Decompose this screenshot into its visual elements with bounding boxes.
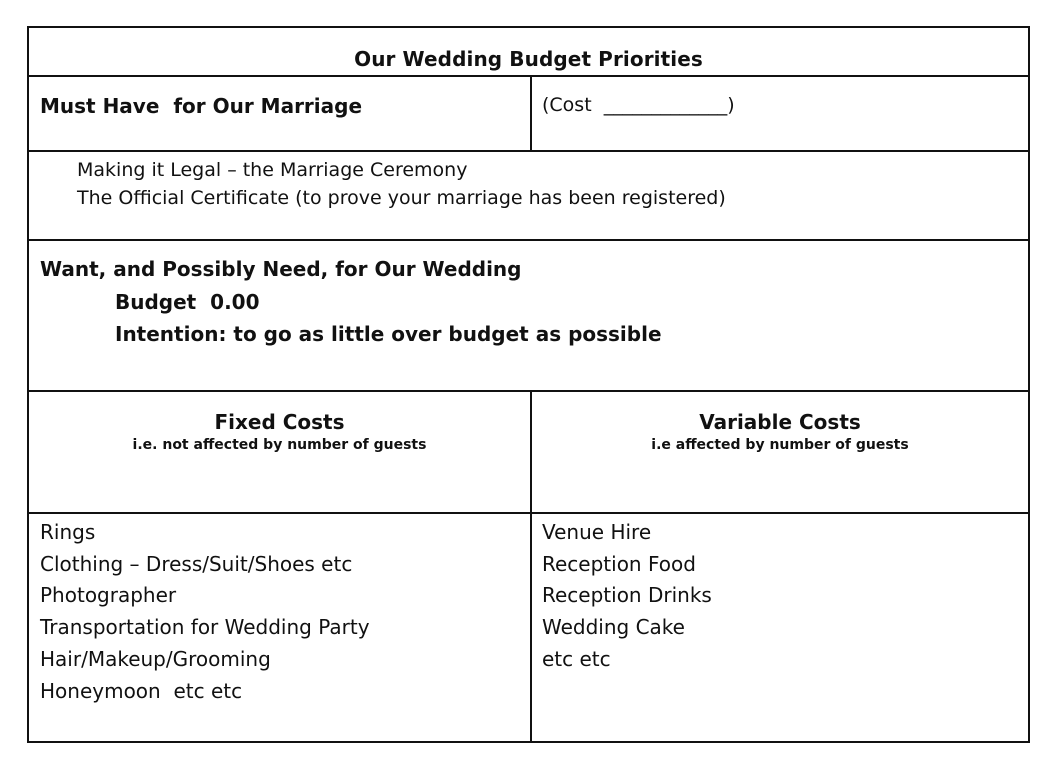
variable-costs-list-cell bbox=[530, 514, 1028, 741]
want-heading: Want, and Possibly Need, for Our Wedding bbox=[40, 257, 522, 281]
list-item: Photographer bbox=[40, 583, 177, 608]
fixed-costs-list-cell bbox=[29, 514, 530, 741]
want-row bbox=[29, 239, 1028, 390]
legal-row bbox=[29, 150, 1028, 239]
table-title: Our Wedding Budget Priorities bbox=[354, 47, 703, 71]
list-item: Wedding Cake bbox=[542, 615, 685, 640]
budget-line: Budget 0.00 bbox=[115, 290, 260, 314]
variable-costs-head-cell bbox=[530, 392, 1028, 512]
cost-cell bbox=[530, 77, 1028, 150]
list-item: The Official Certificate (to prove your marriage has been registered) bbox=[77, 187, 726, 209]
list-item: Clothing – Dress/Suit/Shoes etc bbox=[40, 551, 353, 576]
fixed-costs-subheading: i.e. not affected by number of guests bbox=[132, 437, 427, 453]
must-have-row bbox=[29, 75, 1028, 150]
cost-headings-row bbox=[29, 390, 1028, 512]
list-item: Venue Hire bbox=[542, 520, 652, 544]
list-item: Rings bbox=[40, 520, 96, 544]
list-item: Reception Drinks bbox=[542, 583, 712, 608]
variable-costs-list bbox=[542, 517, 712, 676]
variable-costs-subheading: i.e affected by number of guests bbox=[651, 437, 909, 453]
intention-line: Intention: to go as little over budget as possible bbox=[115, 322, 662, 346]
fixed-costs-heading: Fixed Costs bbox=[214, 410, 345, 434]
list-item: Reception Food bbox=[542, 551, 696, 576]
must-have-label: Must Have for Our Marriage bbox=[40, 94, 363, 118]
must-have-cell bbox=[29, 77, 530, 150]
cost-lists-row bbox=[29, 512, 1028, 741]
cost-label: (Cost _____________) bbox=[542, 94, 735, 116]
list-item: Transportation for Wedding Party bbox=[40, 615, 370, 640]
fixed-costs-list bbox=[40, 517, 370, 707]
list-item: etc etc bbox=[542, 646, 611, 671]
list-item: Honeymoon etc etc bbox=[40, 678, 243, 703]
fixed-costs-head-cell bbox=[29, 392, 530, 512]
variable-costs-heading: Variable Costs bbox=[699, 410, 861, 434]
budget-table bbox=[27, 26, 1030, 743]
must-have-list bbox=[77, 156, 726, 212]
title-row bbox=[29, 28, 1028, 75]
list-item: Hair/Makeup/Grooming bbox=[40, 646, 271, 671]
list-item: Making it Legal – the Marriage Ceremony bbox=[77, 159, 468, 181]
